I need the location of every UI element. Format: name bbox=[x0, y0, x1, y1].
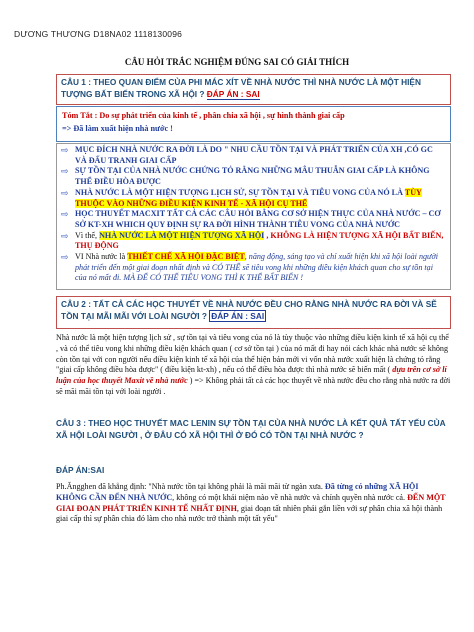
highlighted-text: THIẾT CHẾ XÃ HỘI ĐẶC BIỆT bbox=[127, 252, 245, 262]
arrow-bullet-icon: ⇨ bbox=[61, 252, 69, 263]
question-2-answer: ĐÁP ÁN : SAI bbox=[211, 310, 265, 321]
highlighted-text: NHÀ NƯỚC LÀ MỘT HIỆN TƯỢNG XÃ HỘI bbox=[99, 230, 265, 240]
summary-box bbox=[56, 106, 451, 142]
list-item: ⇨ SỰ TỒN TẠI CỦA NHÀ NƯỚC CHỨNG TỎ RẰNG NHỮNG MÂU THUẪN GIAI CẤP LÀ KHÔNG THỂ ĐIỀU HÒA ĐƯỢC bbox=[61, 166, 430, 187]
highlighted-text: TÙY THUỘC VÀO NHỮNG ĐIỀU KIỆN KINH TẾ - XÃ HỘI CỤ THỂ bbox=[75, 187, 422, 208]
arrow-bullet-icon: ⇨ bbox=[61, 145, 69, 155]
question-1-answer: ĐÁP ÁN : SAI bbox=[206, 88, 260, 99]
list-item: ⇨ MỤC ĐÍCH NHÀ NƯỚC RA ĐỜI LÀ DO " NHU CẦU TỒN TẠI VÀ PHÁT TRIỂN CỦA XH ,CÓ GC VÀ ĐẤU TRANH GIAI CẤP bbox=[61, 145, 433, 165]
question-2-text: CÂU 2 : TẤT CẢ CÁC HỌC THUYẾT VỀ NHÀ NƯỚC ĐỀU CHO RẰNG NHÀ NƯỚC RA ĐỜI VÀ SẼ TỒN TẠI MÃI MÃI VỚI LOÀI NGƯỜI ? bbox=[61, 299, 437, 321]
question-1-box bbox=[56, 74, 451, 105]
list-item: ⇨ Vì thế, NHÀ NƯỚC LÀ MỘT HIỆN TƯỢNG XÃ HỘI , KHÔNG LÀ HIỆN TƯỢNG XÃ HỘI BẤT BIẾN, THỤ ĐỘNG bbox=[61, 230, 444, 251]
explanation-list bbox=[56, 143, 451, 290]
author-header: DƯƠNG THƯƠNG D18NA02 1118130096 bbox=[14, 29, 183, 39]
arrow-bullet-icon: ⇨ bbox=[61, 187, 69, 198]
summary-line-1: Tóm Tắt : Do sự phát triển của kinh tế , phân chia xã hội , sự hình thành giai cấp bbox=[62, 111, 345, 120]
list-item: ⇨ HỌC THUYẾT MACXIT TẤT CẢ CÁC CÂU HỎI BẰNG CƠ SỞ HIỆN THỰC CỦA NHÀ NƯỚC – CƠ SỞ KT-XH WHICH QUY ĐỊNH SỰ RA ĐỜI HÌNH THÀNH TIÊU VONG CỦA NHÀ NƯỚC bbox=[61, 209, 441, 229]
arrow-bullet-icon: ⇨ bbox=[61, 166, 69, 177]
document-title: CÂU HỎI TRẮC NGHIỆM ĐÚNG SAI CÓ GIẢI THÍCH bbox=[124, 57, 350, 67]
list-item: ⇨ VI Nhà nước là THIẾT CHẾ XÃ HỘI ĐẶC BIỆT, năng động, sáng tạo và chỉ xuất hiện khi xã hội loài người phát triển đến một giai đoạn nhất định và CÓ THỂ sẽ tiêu vong khi những điều kiện khách quan cho sự tồn tại của nó mất đi. MÀ ĐỂ CÓ THỂ TIÊU VONG THÌ K THỂ BẤT BIẾN ! bbox=[61, 252, 439, 283]
question-3-text: CÂU 3 : THEO HỌC THUYẾT MAC LENIN SỰ TỒN TẠI CỦA NHÀ NƯỚC LÀ KẾT QUẢ TẤT YẾU CỦA XÃ HỘI LOÀI NGƯỜI , Ở ĐÂU CÓ XÃ HỘI THÌ Ở ĐÓ CÓ TỒN TẠI NHÀ NƯỚC ? bbox=[56, 418, 446, 440]
question-3-explanation: Ph.Ăngghen đã khẳng định: "Nhà nước tồn tại không phải là mãi mãi từ ngàn xưa. Đã từng có những XÃ HỘI KHÔNG CẦN ĐẾN NHÀ NƯỚC, không có một khái niệm nào về nhà nước và chính quyền nhà nước cả. ĐẾN MỘT GIAI ĐOẠN PHÁT TRIỂN KINH TẾ NHẤT ĐỊNH, giai đoạn tất nhiên phải gắn liền với sự phân chia xã hội thành giai cấp thì sự phân chia đó làm cho nhà nước trở thành một tất yếu" bbox=[56, 482, 446, 524]
question-2-box bbox=[56, 296, 451, 329]
question-1-text: CÂU 1 : THEO QUAN ĐIỂM CỦA PHI MÁC XÍT VỀ NHÀ NƯỚC THÌ NHÀ NƯỚC LÀ MỘT HIỆN TƯỢNG BẤT BIẾN TRONG XÃ HỘI ? bbox=[61, 77, 421, 99]
question-2-explanation: Nhà nước là một hiện tượng lịch sử , sự tồn tại và tiêu vong của nó là tùy thuộc vào những điều kiện kinh tế xã hội cụ thể , và có thể tiêu vong khi những điều kiện khách quan ( cơ sở tồn tại ) của nó mất đi hay nói cách khác nhà nước sẽ không còn tồn tại với con người nếu điều kiện kinh tế xã hội của thể hiện bản mới vi vốn nhà nước xuất hiện là chứng tỏ rằng "giai cấp không điều hòa được" ( điều kiện kt-xh) , nếu có thể điều hòa được thì nhà nước sẽ biến mất ( dựa trên cơ sở lí luận của học thuyết Maxit về nhà nước ) => Không phải tất cả các học thuyết về nhà nước đều cho rằng nhà nước ra đời sẽ mãi mãi tồn tại với loài người . bbox=[56, 333, 451, 396]
list-item: ⇨ NHÀ NƯỚC LÀ MỘT HIỆN TƯỢNG LỊCH SỬ, SỰ TỒN TẠI VÀ TIÊU VONG CỦA NÓ LÀ TÙY THUỘC VÀO NHỮNG ĐIỀU KIỆN KINH TẾ - XÃ HỘI CỤ THỂ bbox=[61, 187, 422, 208]
question-3-answer: ĐÁP ÁN:SAI bbox=[56, 465, 105, 475]
summary-line-2: => Đã làm xuất hiện nhà nước ! bbox=[62, 124, 173, 133]
arrow-bullet-icon: ⇨ bbox=[61, 209, 69, 220]
arrow-bullet-icon: ⇨ bbox=[61, 230, 69, 241]
